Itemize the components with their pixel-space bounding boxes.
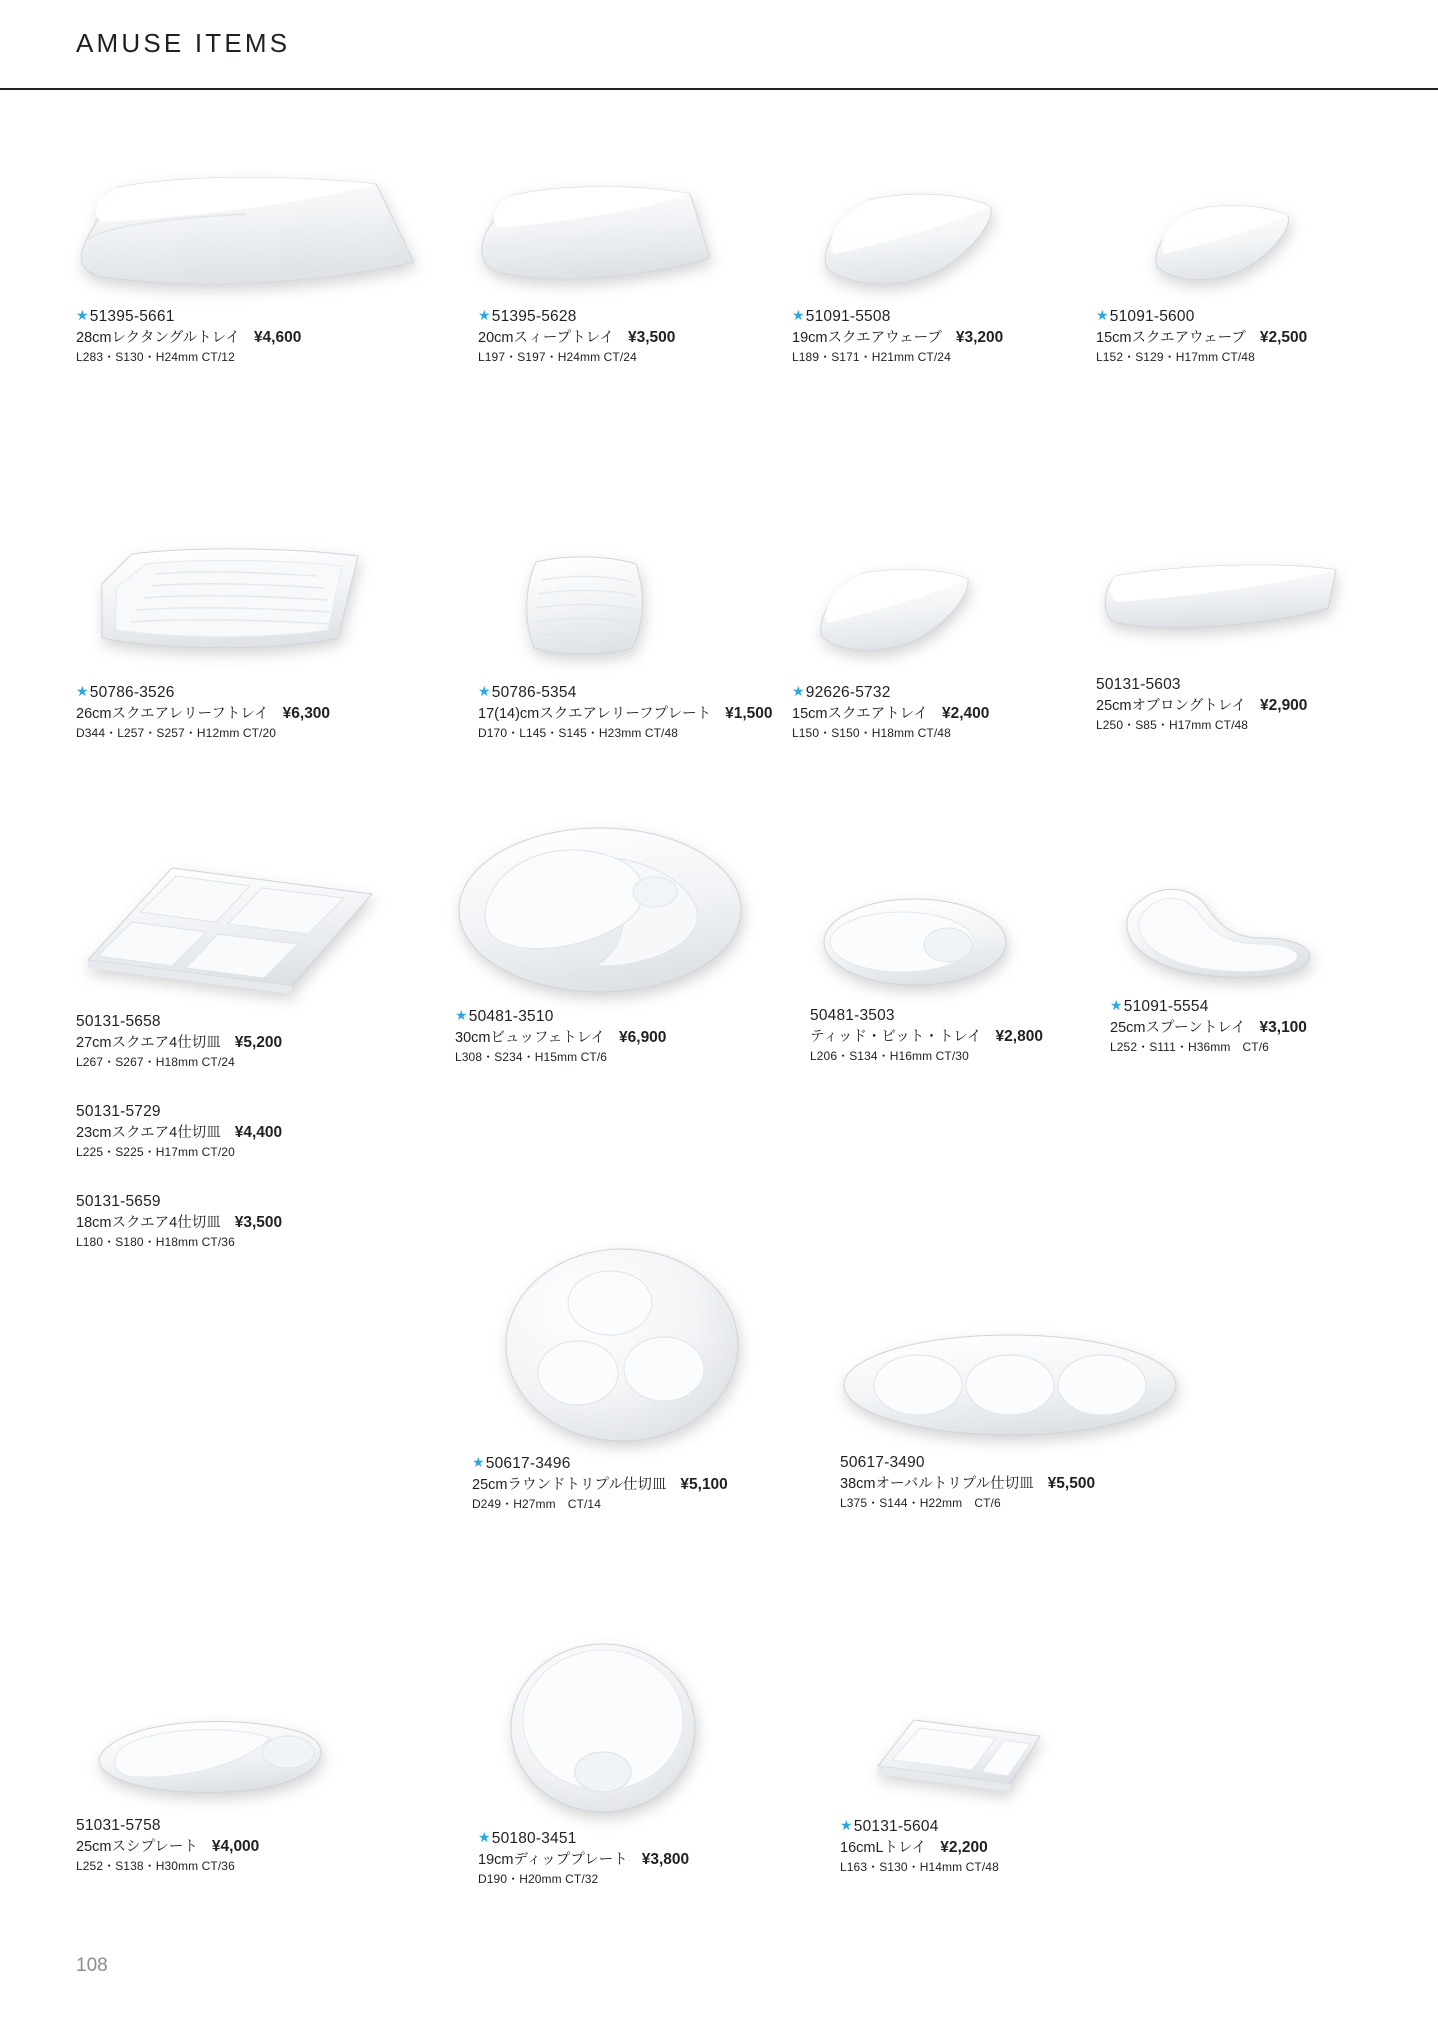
product-name: 19cmスクエアウェーブ: [792, 330, 942, 346]
product-code: 92626-5732: [805, 684, 891, 701]
product-name: 17(14)cmスクエアレリーフプレート: [478, 706, 712, 722]
product-name-line: [76, 704, 330, 724]
product-spec: L283・S130・H24mm CT/12: [76, 350, 235, 364]
product-spec: L180・S180・H18mm CT/36: [76, 1235, 235, 1249]
product-code: 50617-3490: [840, 1454, 925, 1471]
product-code: 51091-5554: [1123, 998, 1209, 1015]
product-spec: L225・S225・H17mm CT/20: [76, 1145, 235, 1159]
product-name-line: [472, 1475, 728, 1495]
product-name: 38cmオーバルトリプル仕切皿: [840, 1476, 1034, 1492]
product-code-line: [810, 1006, 1043, 1026]
product-spec: L150・S150・H18mm CT/48: [792, 726, 951, 740]
product-spec: L250・S85・H17mm CT/48: [1096, 718, 1249, 732]
product-image-oval-triple-plate: [840, 1330, 1180, 1445]
product-image-spoon-tray: [1120, 880, 1320, 990]
product-code-line: [76, 1012, 282, 1032]
product-caption: [76, 1012, 282, 1071]
product-image-square-tray-15: [812, 565, 977, 665]
product-code-line: [76, 306, 301, 327]
product-image-rectangle-tray: [76, 170, 416, 305]
product-name-line: [478, 1850, 689, 1870]
product-name-line: [76, 1213, 282, 1233]
header-divider: [0, 88, 1438, 90]
product-image-dip-plate: [508, 1640, 698, 1825]
product-code: 50786-3526: [89, 684, 175, 701]
star-icon: ★: [1096, 307, 1109, 323]
product-caption: [840, 1453, 1095, 1512]
product-spec: L189・S171・H21mm CT/24: [792, 350, 951, 364]
product-code: 51091-5508: [805, 308, 891, 325]
product-name: 15cmスクエアトレイ: [792, 706, 928, 722]
product-name-line: [1096, 328, 1307, 348]
star-icon: ★: [792, 683, 805, 699]
product-caption: [478, 682, 773, 742]
product-spec: L252・S138・H30mm CT/36: [76, 1859, 235, 1873]
product-caption: [478, 306, 675, 366]
product-spec: L252・S111・H36mm CT/6: [1110, 1040, 1269, 1054]
product-price: ¥5,200: [234, 1034, 283, 1051]
product-price: ¥4,400: [234, 1124, 283, 1141]
product-image-oblong-tray: [1096, 560, 1346, 650]
product-code-line: [792, 306, 1003, 327]
product-caption: [76, 1816, 259, 1875]
product-code: 50786-5354: [491, 684, 577, 701]
product-spec: L152・S129・H17mm CT/48: [1096, 350, 1255, 364]
product-spec: L163・S130・H14mm CT/48: [840, 1860, 999, 1874]
star-icon: ★: [840, 1817, 853, 1833]
product-name: 25cmスシプレート: [76, 1839, 198, 1855]
product-code-line: [76, 1816, 259, 1836]
star-icon: ★: [76, 307, 89, 323]
product-spec: D249・H27mm CT/14: [472, 1497, 601, 1511]
product-spec: L206・S134・H16mm CT/30: [810, 1049, 969, 1063]
product-name-line: [478, 328, 675, 348]
product-code: 50131-5729: [76, 1103, 161, 1120]
product-name: 16cmLトレイ: [840, 1840, 927, 1856]
product-code: 50481-3503: [810, 1007, 895, 1024]
star-icon: ★: [478, 683, 491, 699]
product-name: 25cmラウンドトリプル仕切皿: [472, 1477, 667, 1493]
product-name-line: [76, 1033, 282, 1053]
product-name-line: [1110, 1018, 1307, 1038]
product-price: ¥5,500: [1047, 1475, 1096, 1492]
product-code: 50131-5603: [1096, 676, 1181, 693]
product-name: 20cmスィープトレイ: [478, 330, 614, 346]
product-name-line: [792, 704, 989, 724]
product-name: 30cmビュッフェトレイ: [455, 1030, 606, 1046]
product-code-line: [478, 306, 675, 327]
product-code-line: [1096, 306, 1307, 327]
product-price: ¥4,600: [253, 329, 302, 346]
product-name-line: [840, 1474, 1095, 1494]
product-image-square-relief-plate: [518, 550, 653, 670]
product-name-line: [76, 1123, 282, 1143]
product-name-line: [76, 328, 301, 348]
product-code: 50131-5604: [853, 1818, 939, 1835]
page-header: [0, 0, 1438, 90]
product-name: 28cmレクタングルトレイ: [76, 330, 240, 346]
product-price: ¥2,200: [940, 1839, 988, 1856]
product-code-line: [1110, 996, 1307, 1017]
product-price: ¥5,100: [680, 1476, 728, 1493]
product-price: ¥6,300: [282, 705, 331, 722]
product-spec: L267・S267・H18mm CT/24: [76, 1055, 235, 1069]
product-price: ¥3,800: [641, 1851, 690, 1868]
product-spec: D344・L257・S257・H12mm CT/20: [76, 726, 277, 740]
product-price: ¥6,900: [619, 1029, 667, 1046]
product-code-line: [76, 682, 330, 703]
star-icon: ★: [478, 307, 491, 323]
product-code-line: [76, 1102, 282, 1122]
product-code: 51091-5600: [1109, 308, 1195, 325]
product-caption: [792, 306, 1003, 366]
star-icon: ★: [1110, 997, 1123, 1013]
product-name-line: [478, 704, 773, 724]
product-price: ¥3,500: [234, 1214, 283, 1231]
star-icon: ★: [478, 1829, 491, 1845]
product-caption: [478, 1828, 689, 1888]
product-caption: [76, 1192, 282, 1251]
product-code: 50131-5658: [76, 1013, 161, 1030]
product-price: ¥3,200: [955, 329, 1004, 346]
product-code-line: [472, 1453, 728, 1474]
product-spec: L197・S197・H24mm CT/24: [478, 350, 637, 364]
product-spec: L375・S144・H22mm CT/6: [840, 1496, 1001, 1510]
product-price: ¥4,000: [211, 1838, 260, 1855]
product-code: 50481-3510: [468, 1008, 554, 1025]
product-name: 19cmディッププレート: [478, 1852, 628, 1868]
product-code: 51395-5628: [491, 308, 577, 325]
product-price: ¥2,800: [995, 1028, 1043, 1045]
product-price: ¥3,100: [1259, 1019, 1307, 1036]
product-name-line: [455, 1028, 666, 1048]
product-code-line: [455, 1006, 666, 1027]
product-caption: [792, 682, 989, 742]
product-code-line: [478, 1828, 689, 1849]
product-caption: [840, 1816, 999, 1876]
product-name: 23cmスクエア4仕切皿: [76, 1125, 221, 1141]
product-price: ¥2,500: [1259, 329, 1308, 346]
product-name: 25cmスプーントレイ: [1110, 1020, 1246, 1036]
star-icon: ★: [455, 1007, 468, 1023]
product-image-round-triple-plate: [502, 1245, 742, 1450]
product-image-buffet-tray: [455, 820, 745, 1005]
product-code-line: [76, 1192, 282, 1212]
product-code-line: [792, 682, 989, 703]
product-code: 51395-5661: [89, 308, 175, 325]
product-image-square-4-compartment: [76, 860, 396, 1005]
product-code: 50180-3451: [491, 1830, 577, 1847]
product-code: 50131-5659: [76, 1193, 161, 1210]
product-caption: [455, 1006, 666, 1066]
product-caption: [76, 306, 301, 366]
product-spec: D190・H20mm CT/32: [478, 1872, 599, 1886]
product-image-l-tray: [860, 1710, 1050, 1810]
star-icon: ★: [76, 683, 89, 699]
product-price: ¥1,500: [725, 705, 773, 722]
star-icon: ★: [792, 307, 805, 323]
product-code: 50617-3496: [485, 1455, 571, 1472]
product-name-line: [1096, 696, 1307, 716]
product-image-square-relief-tray: [86, 540, 386, 670]
product-name: ティッド・ビット・トレイ: [810, 1029, 982, 1045]
product-image-sweep-tray: [478, 180, 713, 300]
product-image-sushi-plate: [86, 1710, 341, 1810]
product-image-square-wave-19: [812, 190, 1002, 300]
product-image-square-wave-15: [1146, 200, 1296, 295]
product-name-line: [810, 1027, 1043, 1047]
product-name-line: [792, 328, 1003, 348]
product-name-line: [840, 1838, 999, 1858]
product-image-tidbit-tray: [820, 890, 1010, 995]
product-name: 25cmオブロングトレイ: [1096, 698, 1247, 714]
star-icon: ★: [472, 1454, 485, 1470]
product-price: ¥2,400: [941, 705, 990, 722]
product-spec: D170・L145・S145・H23mm CT/48: [478, 726, 679, 740]
product-caption: [76, 682, 330, 742]
product-name: 27cmスクエア4仕切皿: [76, 1035, 221, 1051]
product-name-line: [76, 1837, 259, 1857]
product-price: ¥2,900: [1260, 697, 1308, 714]
product-caption: [472, 1453, 728, 1513]
product-caption: [1096, 306, 1307, 366]
product-caption: [1096, 675, 1307, 734]
product-caption: [76, 1102, 282, 1161]
product-code-line: [840, 1453, 1095, 1473]
product-code: 51031-5758: [76, 1817, 161, 1834]
product-code-line: [840, 1816, 999, 1837]
product-spec: L308・S234・H15mm CT/6: [455, 1050, 608, 1064]
product-name: 15cmスクエアウェーブ: [1096, 330, 1246, 346]
product-caption: [810, 1006, 1043, 1065]
product-name: 18cmスクエア4仕切皿: [76, 1215, 221, 1231]
product-name: 26cmスクエアレリーフトレイ: [76, 706, 269, 722]
page-title: AMUSE ITEMS: [76, 28, 291, 58]
product-price: ¥3,500: [627, 329, 676, 346]
product-code-line: [1096, 675, 1307, 695]
product-caption: [1110, 996, 1307, 1056]
product-code-line: [478, 682, 773, 703]
page-number: 108: [76, 1955, 108, 1976]
